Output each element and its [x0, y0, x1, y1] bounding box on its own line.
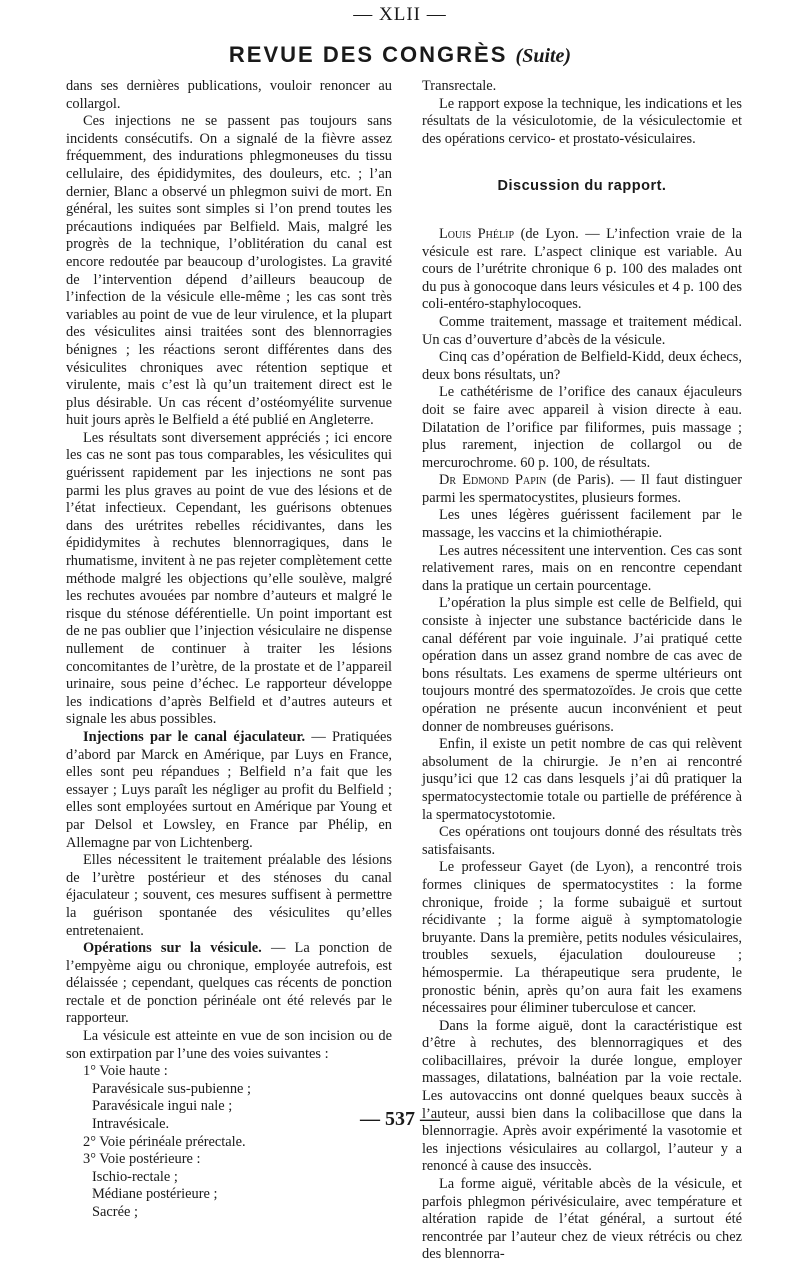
page-roman-number: — XLII —	[353, 4, 447, 25]
paragraph-injections	[66, 729, 392, 852]
paragraph-body: — Pratiquées d’abord par Marck en Amérique, par Luys en France, elles sont peu répandues ; Belfield n’a fait que les essayer ; Luys paraît les négliger au profit du Belfield ; elles sont employées surtout en Amérique par Young et par Delsol et Lowsley, en France par Phélip, en Allemagne par von Lichtenberg.	[66, 728, 392, 851]
paragraph: Les autres nécessitent une intervention. Ces cas sont relativement rares, mais on en rencontre cependant dans la pratique un certain pourcentage.	[422, 542, 742, 594]
paragraph-operations	[66, 940, 392, 1028]
list-item: 1° Voie haute :	[83, 1063, 168, 1080]
paragraph-body: (de Lyon), a rencontré trois formes cliniques de spermatocystites : la forme chronique, froide ; la forme subaiguë et surtout récidivante ; la forme aiguë à symptomatologie bruyante. Dans la première, petits nodules vésiculaires, troubles sexuels, éjaculation douloureuse ; hémospermie. La thérapeutique sera prudente, le pronostic bénin, après qu’on aura fait les examens nécessaires pour éliminer tuberculose et cancer.	[422, 859, 743, 1017]
paragraph-lead: Opérations sur la vésicule.	[83, 940, 262, 957]
paragraph: Enfin, il existe un petit nombre de cas qui relèvent absolument de la chirurgie. Je n’en ai rencontré jusqu’ici que 12 cas dans lesquels j’ai dû pratiquer la spermatocystectomie totale ou partielle de préférence à la spermatocystotomie.	[422, 736, 742, 823]
journal-title	[0, 42, 800, 68]
list-item: 2° Voie périnéale prérectale.	[83, 1133, 246, 1150]
paragraph: Le cathétérisme de l’orifice des canaux éjaculeurs doit se faire avec appareil à vision directe à eau. Dilatation de l’orifice par filiformes, puis massage ; plus rarement, injection de collargol ou de mercurochrome. 60 p. 100, de résultats.	[422, 384, 742, 471]
paragraph-body: (de Lyon. — L’infection vraie de la vésicule est rare. L’aspect clinique est variable. Au cours de l’urétrite chronique 6 p. 100 des malades ont du pus à gonocoque dans leurs vésicules et 4 p. 100 des coli-entéro-staphylocoques.	[422, 225, 742, 313]
spacer	[422, 148, 742, 178]
paragraph: La forme aiguë, véritable abcès de la vésicule, et parfois phlegmon périvésiculaire, avec température et altération rapide de l’état général, a surtout été rencontrée par l’auteur chez de vieux rétrécis ou chez des blennorra-	[422, 1176, 742, 1263]
list-item: Intravésicale.	[92, 1116, 170, 1133]
surgical-approach-list	[66, 1063, 392, 1221]
page-header	[0, 0, 800, 84]
paragraph: Ces injections ne se passent pas toujours sans incidents consécutifs. On a signalé de la fièvre assez fréquemment, des indurations phlegmoneuses du tissu cellulaire, des épididymites, des douleurs, etc. ; l’an dernier, Blanc a observé un phlegmon suivi de mort. En général, les suites sont simples si l’on prend toutes les précautions indiquées par Belfield. Mais, malgré les progrès de la technique, l’oblitération du canal est encore redoutée par beaucoup d’urologistes. La gravité de l’intervention dépend d’ailleurs beaucoup de l’infection de la vésicule elle-même ; les cas sont très variables au point de vue de leur virulence, et la plupart des vésiculites ainsi traitées sont des blennorragies bénignes ; les réactions seront différentes dans des vésiculites chroniques avec rétention septique et virulente, mais c’est là qu’un traitement direct est le plus désirable. Un cas récent d’ostéomyélite survenue huit jours après le Belfield a été publié en Angleterre.	[66, 113, 392, 429]
right-column	[422, 78, 743, 1263]
section-heading: Discussion du rapport.	[497, 178, 667, 195]
paragraph: L’opération la plus simple est celle de Belfield, qui consiste à injecter une substance bactéricide dans le canal déférent par voie inguinale. J’ai pratiqué cette opération dans un assez grand nombre de cas avec de bons résultats. Les examens de sperme ultérieurs ont toujours montré des spermatozoïdes. Je crois que cette opération ne présente aucun inconvénient et peut donner de nombreuses guérisons.	[422, 595, 742, 735]
paragraph: Le rapport expose la technique, les indications et les résultats de la vésiculotomie, de la vésiculectomie et des opérations cervico- et prostato-vésiculaires.	[422, 95, 742, 147]
list-item: Médiane postérieure ;	[92, 1186, 218, 1203]
page-number: — 537 —	[360, 1108, 440, 1130]
left-column	[66, 78, 393, 1220]
paragraph: Comme traitement, massage et traitement médical. Un cas d’ouverture d’abcès de la vésicule.	[422, 313, 742, 348]
paragraph: Ces opérations ont toujours donné des résultats très satisfaisants.	[422, 824, 742, 858]
paragraph: Les unes légères guérissent facilement par le massage, les vaccins et la chimiothérapie.	[422, 507, 742, 542]
paragraph-phelip	[422, 226, 742, 314]
list-item: Paravésicale sus-pubienne ;	[92, 1080, 252, 1097]
journal-title-text: REVUE DES CONGRÈS	[228, 42, 508, 67]
paragraph-body: — La ponction de l’empyème aigu ou chronique, employée autrefois, est délaissée ; cependant, quelques cas récents de ponction rectale et de ponction périnéale ont été relevés par le rapporteur.	[66, 940, 393, 1027]
paragraph: La vésicule est atteinte en vue de son incision ou de son extirpation par l’une des voies suivantes :	[66, 1028, 392, 1062]
paragraph: Cinq cas d’opération de Belfield-Kidd, deux échecs, deux bons résultats, un?	[422, 349, 742, 383]
paragraph: Dans la forme aiguë, dont la caractéristique est d’être à rechutes, des blennorragiques et des colibacillaires, prévoir la durée longue, employer massages, dilatations, balnéation par la voie rectale. Les autovaccins ont donné quelques beaux succès à l’auteur, aussi bien dans la colibacillose que dans la blennorragie. Après avoir expérimenté la vasotomie et les injections vésiculaires au collargol, l’auteur y a renoncé à cause des insuccès.	[422, 1017, 742, 1175]
journal-title-suite: (Suite)	[515, 45, 572, 67]
paragraph-gayet	[422, 859, 742, 1017]
list-item: Paravésicale ingui nale ;	[92, 1098, 233, 1115]
paragraph: dans ses dernières publications, vouloir renoncer au collargol.	[66, 78, 392, 112]
paragraph-body: (de Paris). — Il faut distinguer parmi les spermatocystites, plusieurs formes.	[422, 472, 742, 506]
list-item: Ischio-rectale ;	[92, 1168, 178, 1185]
speaker-name: Dr Edmond Papin	[439, 472, 547, 489]
list-item-continued: Transrectale.	[422, 78, 497, 94]
spacer	[422, 196, 742, 226]
paragraph: Elles nécessitent le traitement préalable des lésions de l’urètre postérieur et des sténoses du canal éjaculateur ; souvent, ces mesures suffisent à permettre la guérison spontanée des vésiculites qu’elles entretenaient.	[66, 852, 392, 939]
paragraph-lead: Injections par le canal éjaculateur.	[83, 728, 306, 745]
speaker-name: Louis Phélip	[439, 225, 515, 242]
list-item: 3° Voie postérieure :	[83, 1151, 201, 1168]
list-item: Sacrée ;	[92, 1204, 138, 1220]
speaker-name: Le professeur Gayet	[439, 859, 564, 876]
paragraph: Les résultats sont diversement appréciés ; ici encore les cas ne sont pas tous comparables, les vésiculites qui guérissent rapidement par les injections ne sont pas parmi les plus graves au point de vue des lésions et de l’état infectieux. Cependant, les guérisons obtenues dans des urétrites rebelles récidivantes, dans les épididymites à rechutes blennorragiques, dans le rhumatisme, invitent à ne pas rejeter complètement cette méthode malgré les objections qu’elle soulève, malgré les rechutes avouées par nombre d’auteurs et malgré le risque du sténose déférentielle. Un point important est de ne pas oublier que l’injection vésiculaire ne dispense nullement de continuer à traiter les lésions concomitantes de l’urètre, de la prostate et de l’appareil urinaire, sous peine d’échec. Le rapporteur développe les indications d’après Belfield et d’autres auteurs et signale les abus possibles.	[66, 429, 392, 728]
paragraph-papin	[422, 472, 742, 507]
